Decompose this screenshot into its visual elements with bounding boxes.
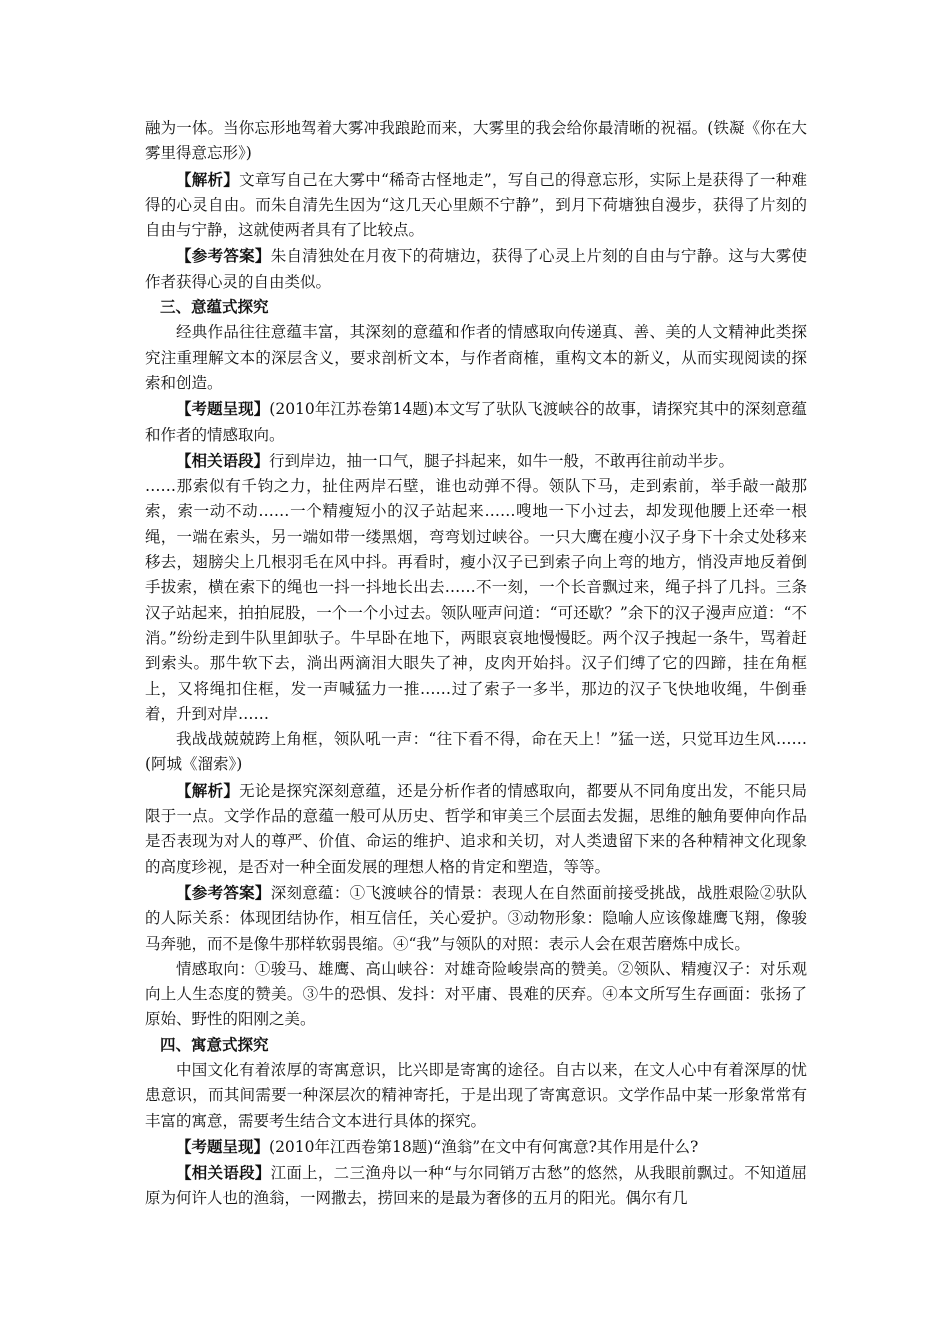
body-paragraph bbox=[145, 727, 807, 778]
body-paragraph bbox=[145, 396, 807, 448]
paragraph-tag: 【参考答案】 bbox=[176, 246, 271, 266]
paragraph-tag: 【参考答案】 bbox=[176, 882, 271, 902]
body-paragraph bbox=[145, 448, 807, 474]
paragraph-text: (2010年江西卷第18题)“渔翁”在文中有何寓意?其作用是什么? bbox=[269, 1137, 699, 1156]
body-paragraph bbox=[145, 880, 807, 957]
paragraph-tag: 【解析】 bbox=[176, 780, 240, 800]
paragraph-text: 中国文化有着浓厚的寄寓意识，比兴即是寄寓的途径。自古以来，在文人心中有着深厚的忧患意识，而其间需要一种深层次的精神寄托，于是出现了寄寓意识。文学作品中某一形象常常有丰富的寓意，需要考生结合文本进行具体的探究。 bbox=[145, 1060, 807, 1130]
paragraph-text: (2010年江苏卷第14题)本文写了驮队飞渡峡谷的故事，请探究其中的深刻意蕴和作者的情感取向。 bbox=[145, 400, 807, 444]
body-paragraph bbox=[145, 957, 807, 1033]
paragraph-tag: 【相关语段】 bbox=[176, 1163, 271, 1183]
body-paragraph bbox=[145, 1058, 807, 1134]
paragraph-text: 我战战兢兢跨上角框，领队吼一声：“往下看不得，命在天上！”猛一送，只觉耳边生风……(阿城《溜索》) bbox=[145, 730, 807, 774]
body-paragraph bbox=[145, 243, 807, 295]
paragraph-text: 江面上，二三渔舟以一种“与尔同销万古愁”的悠然，从我眼前飘过。不知道屈原为何许人也的渔翁，一网撒去，捞回来的是最为奢侈的五月的阳光。偶尔有几 bbox=[145, 1164, 807, 1208]
body-paragraph bbox=[145, 778, 807, 880]
paragraph-tag: 【考题呈现】 bbox=[176, 399, 270, 419]
paragraph-text: 行到岸边，抽一口气，腿子抖起来，如牛一般，不敢再往前动半步。 bbox=[269, 451, 735, 470]
paragraph-text: 深刻意蕴：①飞渡峡谷的情景：表现人在自然面前接受挑战，战胜艰险②驮队的人际关系：体现团结协作，相互信任，关心爱护。③动物形象：隐喻人应该像雄鹰飞翔，像骏马奔驰，而不是像牛那样软弱畏缩。④“我”与领队的对照：表示人会在艰苦磨炼中成长。 bbox=[145, 883, 807, 953]
paragraph-text: 融为一体。当你忘形地驾着大雾冲我踉跄而来，大雾里的我会给你最清晰的祝福。(铁凝《你在大雾里得意忘形》) bbox=[145, 119, 807, 163]
body-paragraph bbox=[145, 116, 807, 167]
paragraph-text: 经典作品往往意蕴丰富，其深刻的意蕴和作者的情感取向传递真、善、美的人文精神此类探究注重理解文本的深层含义，要求剖析文本，与作者商榷，重构文本的新义，从而实现阅读的探索和创造。 bbox=[145, 323, 807, 392]
paragraph-tag: 【解析】 bbox=[176, 169, 240, 189]
body-paragraph bbox=[145, 1134, 807, 1160]
paragraph-tag: 【考题呈现】 bbox=[176, 1136, 270, 1156]
section-heading: 三、意蕴式探究 bbox=[160, 298, 269, 317]
section-heading: 四、寓意式探究 bbox=[160, 1035, 269, 1054]
body-paragraph bbox=[145, 167, 807, 244]
paragraph-text: ……那索似有千钧之力，扯住两岸石壁，谁也动弹不得。领队下马，走到索前，举手敲一敲那索，索一动不动……一个精瘦短小的汉子站起来……嗖地一下小过去，却发现他腰上还牵一根绳，一端在索头，另一端如带一缕黑烟，弯弯划过峡谷。一只大鹰在瘦小汉子身下十余丈处移来移去，翅膀尖上几根羽毛在风中抖。再看时，瘦小汉子已到索子向上弯的地方，悄没声地反着倒手拔索，横在索下的绳也一抖一抖地长出去……不一刻，一个长音飘过来，绳子抖了几抖。三条汉子站起来，拍拍屁股，一个一个小过去。领队哑声问道：“可还歇？”余下的汉子漫声应道：“不消。”纷纷走到牛队里卸驮子。牛早卧在地下，两眼哀哀地慢慢眨。两个汉子拽起一条牛，骂着赶到索头。那牛软下去，淌出两滴泪大眼失了神，皮肉开始抖。汉子们缚了它的四蹄，挂在角框上，又将绳扣住框，发一声喊猛力一推……过了索子一多半，那边的汉子飞快地收绳，牛倒垂着，升到对岸…… bbox=[145, 477, 807, 723]
document-page bbox=[145, 116, 807, 1212]
paragraph-text: 朱自清独处在月夜下的荷塘边，获得了心灵上片刻的自由与宁静。这与大雾使作者获得心灵的自由类似。 bbox=[145, 247, 807, 291]
paragraph-text: 情感取向：①骏马、雄鹰、高山峡谷：对雄奇险峻崇高的赞美。②领队、精瘦汉子：对乐观向上人生态度的赞美。③牛的恐惧、发抖：对平庸、畏难的厌弃。④本文所写生存画面：张扬了原始、野性的阳刚之美。 bbox=[145, 959, 807, 1029]
paragraph-tag: 【相关语段】 bbox=[176, 450, 270, 470]
body-paragraph bbox=[145, 474, 807, 727]
body-paragraph bbox=[145, 1160, 807, 1212]
body-paragraph bbox=[145, 320, 807, 396]
paragraph-text: 文章写自己在大雾中“稀奇古怪地走”，写自己的得意忘形，实际上是获得了一种难得的心灵自由。而朱自清先生因为“这几天心里颇不宁静”，到月下荷塘独自漫步，获得了片刻的自由与宁静，这就使两者具有了比较点。 bbox=[145, 170, 807, 240]
paragraph-text: 无论是探究深刻意蕴，还是分析作者的情感取向，都要从不同角度出发，不能只局限于一点。文学作品的意蕴一般可从历史、哲学和审美三个层面去发掘，思维的触角要伸向作品是否表现为对人的尊严、价值、命运的维护、追求和关切，对人类遗留下来的各种精神文化现象的高度珍视，是否对一种全面发展的理想人格的肯定和塑造，等等。 bbox=[145, 781, 807, 876]
